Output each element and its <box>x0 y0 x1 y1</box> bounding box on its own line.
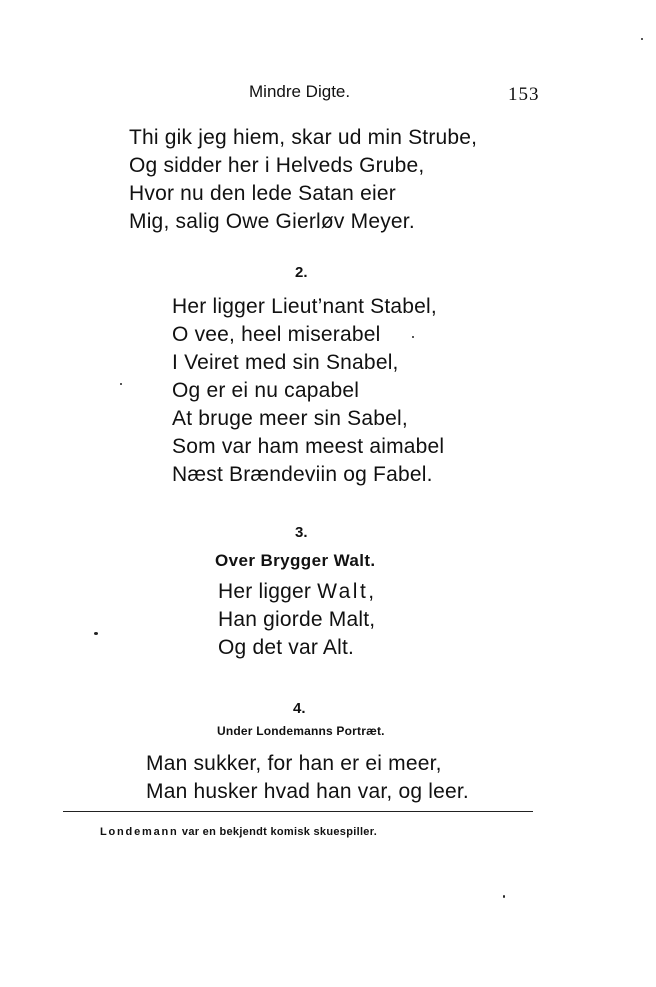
page-number: 153 <box>508 84 540 105</box>
poem-3-number: 3. <box>295 524 308 541</box>
scan-speck <box>641 38 643 40</box>
scan-speck <box>412 336 414 338</box>
verse-line: Og det var Alt. <box>218 636 355 659</box>
running-title: Mindre Digte. <box>249 82 351 101</box>
scan-speck <box>503 895 505 898</box>
verse-line: Hvor nu den lede Satan eier <box>129 182 396 205</box>
poem-4-title: Under Londemanns Portræt. <box>217 724 385 738</box>
poem-3 <box>218 578 377 662</box>
poem-4-number: 4. <box>293 700 306 717</box>
verse-line: Thi gik jeg hiem, skar ud min Strube, <box>129 126 478 149</box>
verse-line: Som var ham meest aimabel <box>172 435 445 458</box>
scan-speck <box>94 632 98 635</box>
poem-2 <box>172 293 444 489</box>
footnote-text: var en bekjendt komisk skuespiller. <box>178 826 378 838</box>
verse-line: Man sukker, for han er ei meer, <box>146 752 442 775</box>
verse-line: Og sidder her i Helveds Grube, <box>129 154 425 177</box>
verse-line: O vee, heel miserabel <box>172 323 381 346</box>
verse-line: I Veiret med sin Snabel, <box>172 351 399 374</box>
verse-text: Her ligger <box>218 580 318 603</box>
verse-line: Næst Brændeviin og Fabel. <box>172 463 433 486</box>
verse-line: Her ligger Lieut’nant Stabel, <box>172 295 437 318</box>
verse-line: Han giorde Malt, <box>218 608 376 631</box>
verse-line <box>218 578 377 606</box>
stanza-1 <box>129 124 477 236</box>
poem-4 <box>146 750 469 806</box>
footnote <box>100 826 377 838</box>
footnote-name: Londemann <box>100 826 179 838</box>
verse-line: Og er ei nu capabel <box>172 379 360 402</box>
poem-2-number: 2. <box>295 264 308 281</box>
scan-speck <box>120 383 122 385</box>
verse-line: At bruge meer sin Sabel, <box>172 407 408 430</box>
poem-3-title: Over Brygger Walt. <box>215 551 376 570</box>
spaced-name: Walt, <box>317 580 377 603</box>
verse-line: Man husker hvad han var, og leer. <box>146 780 469 803</box>
verse-line: Mig, salig Owe Gierløv Meyer. <box>129 210 415 233</box>
footnote-divider <box>63 811 533 812</box>
